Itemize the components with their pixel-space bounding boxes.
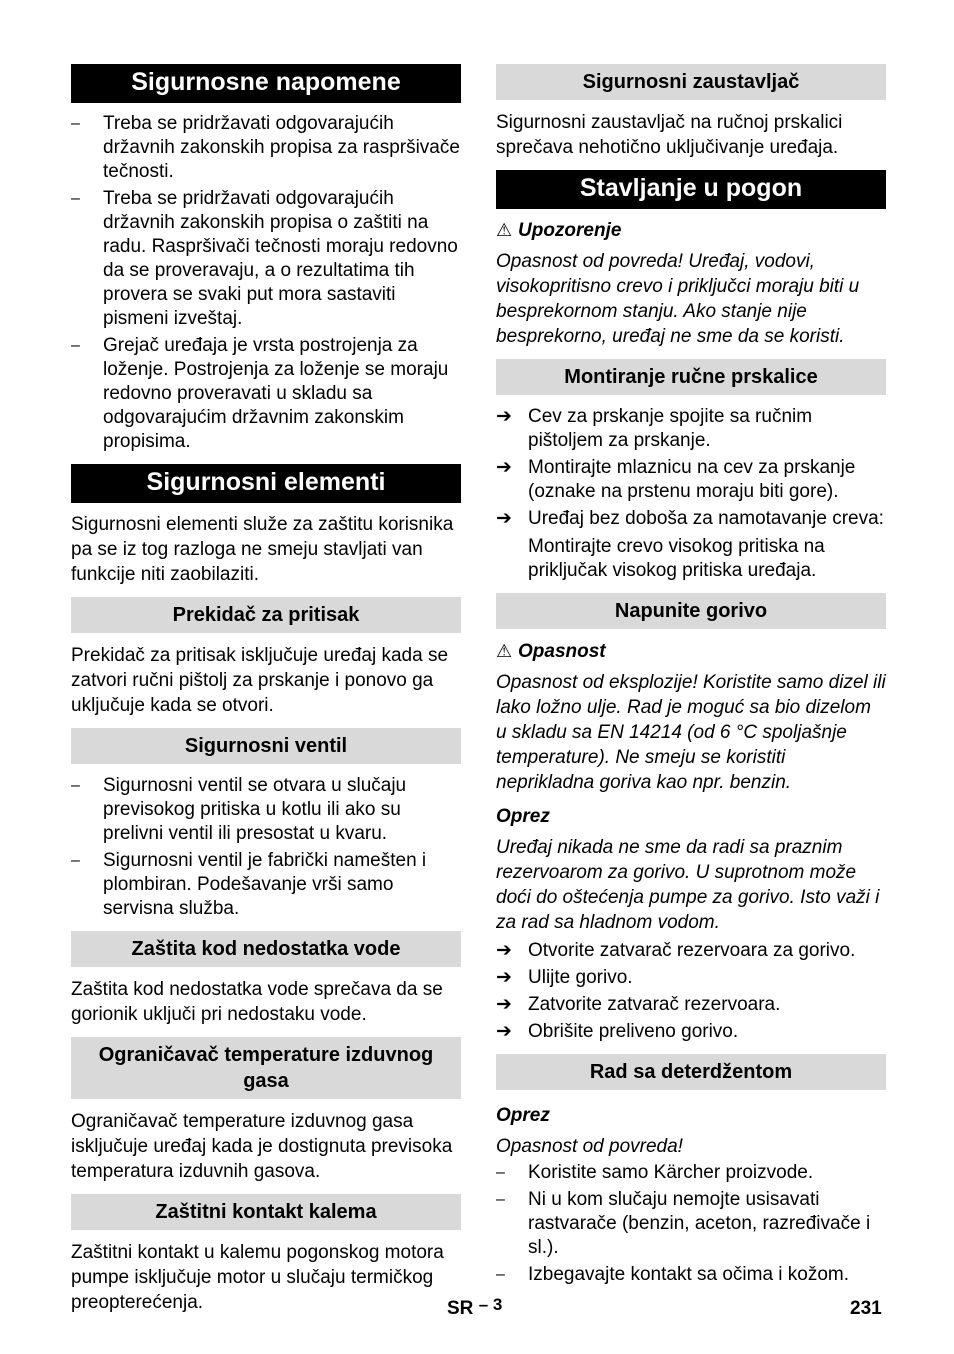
list-item: – Treba se pridržavati odgovarajućih državnih zakonskih propisa za raspršivače tečnosti. (71, 112, 461, 184)
list-item: – Koristite samo Kärcher proizvode. (496, 1161, 886, 1185)
list-item-continuation: Montirajte crevo visokog pritiska na priključak visokog pritiska uređaja. (528, 536, 825, 581)
footer-language (447, 1295, 503, 1320)
footer-section: – 3 (478, 1295, 503, 1314)
list-item: ➔ Cev za prskanje spojite sa ručnim pištoljem za prskanje. (496, 406, 813, 451)
paragraph: Sigurnosni zaustavljač na ručnoj prskalici sprečava nehotično uključivanje uređaja. (496, 112, 843, 158)
right-column (496, 64, 886, 1297)
subheading-gorivo: Napunite gorivo (496, 593, 886, 629)
arrow-right-icon: ➔ (496, 1021, 512, 1042)
paragraph: Prekidač za pritisak isključuje uređaj kada se zatvori ručni pištolj za prskanje i ponovo ga uključuje kada se otvori. (71, 645, 449, 716)
list-item: ➔ Montirajte mlaznicu na cev za prskanje (oznake na prstenu moraju biti gore). (496, 457, 856, 502)
montiranje-list (496, 405, 886, 583)
caution-text: Uređaj nikada ne sme da radi sa praznim rezervoarom za gorivo. U suprotnom može doći do oštećenja pumpe za gorivo. Isto važi i za rad sa hladnom vodom. (496, 837, 880, 933)
list-item: ➔ Uređaj bez doboša za namotavanje creva: Montirajte crevo visokog pritiska na priključak visokog pritiska uređaja. (496, 507, 886, 583)
warning-label: Upozorenje (518, 220, 622, 241)
footer-lang: SR (447, 1298, 474, 1319)
list-item: – Ni u kom slučaju nemojte usisavati rastvarače (benzin, aceton, razređivače i sl.). (496, 1188, 886, 1260)
sigurnosne-list (71, 112, 461, 454)
paragraph: Zaštitni kontakt u kalemu pogonskog motora pumpe isključuje motor u slučaju termičkog preopterećenja. (71, 1242, 444, 1313)
arrow-right-icon: ➔ (496, 508, 512, 529)
paragraph: Ograničavač temperature izduvnog gasa isključuje uređaj kada je dostignuta previsoka temperatura izduvnih gasova. (71, 1111, 453, 1182)
ventil-list (71, 774, 461, 921)
list-item: ➔ Obrišite preliveno gorivo. (496, 1021, 739, 1042)
heading-sigurnosni-elementi: Sigurnosni elementi (71, 464, 461, 503)
subheading-ventil: Sigurnosni ventil (71, 728, 461, 764)
subheading-zaustavljac: Sigurnosni zaustavljač (496, 64, 886, 100)
subheading-kontakt: Zaštitni kontakt kalema (71, 1194, 461, 1230)
subheading-prekidac: Prekidač za pritisak (71, 597, 461, 633)
paragraph: Sigurnosni elementi služe za zaštitu korisnika pa se iz tog razloga ne smeju stavljati van funkcije niti zaobilaziti. (71, 514, 454, 585)
list-item: – Izbegavajte kontakt sa očima i kožom. (496, 1263, 886, 1287)
subheading-montiranje: Montiranje ručne prskalice (496, 359, 886, 395)
danger-label: Opasnost (518, 641, 606, 662)
warning-triangle-icon: ⚠ (496, 220, 513, 240)
list-item: – Sigurnosni ventil se otvara u slučaju previsokog pritiska u kotlu ili ako su prelivni ventil ili presostat u kvaru. (71, 774, 461, 846)
page-number: 231 (850, 1298, 882, 1319)
caution-label: Oprez (496, 806, 550, 827)
arrow-right-icon: ➔ (496, 457, 512, 478)
list-item: ➔ Ulijte gorivo. (496, 967, 633, 988)
paragraph: Zaštita kod nedostatka vode sprečava da se gorionik uključi pri nedostaku vode. (71, 979, 443, 1025)
warning-triangle-icon: ⚠ (496, 641, 513, 661)
heading-sigurnosne-napomene: Sigurnosne napomene (71, 64, 461, 103)
arrow-right-icon: ➔ (496, 967, 512, 988)
deterdzent-list (496, 1161, 886, 1287)
arrow-right-icon: ➔ (496, 406, 512, 427)
list-item: – Sigurnosni ventil je fabrički namešten i plombiran. Podešavanje vrši samo servisna služba. (71, 849, 461, 921)
subheading-ogranicavac: Ograničavač temperature izduvnog gasa (71, 1037, 461, 1099)
subheading-deterdzent: Rad sa deterdžentom (496, 1054, 886, 1090)
subheading-voda: Zaštita kod nedostatka vode (71, 931, 461, 967)
heading-stavljanje-u-pogon: Stavljanje u pogon (496, 170, 886, 209)
list-item: ➔ Otvorite zatvarač rezervoara za gorivo. (496, 940, 856, 961)
gorivo-list (496, 939, 886, 1044)
arrow-right-icon: ➔ (496, 994, 512, 1015)
list-item: ➔ Zatvorite zatvarač rezervoara. (496, 994, 781, 1015)
danger-text: Opasnost od eksplozije! Koristite samo dizel ili lako ložno ulje. Rad je moguć sa bio dizelom u skladu sa EN 14214 (od 6 °C spoljašnje temperature). Ne smeju se koristiti neprikladna goriva kao npr. benzin. (496, 672, 886, 793)
warning-text: Opasnost od povreda! Uređaj, vodovi, visokopritisno crevo i priključci moraju biti u besprekornom stanju. Ako stanje nije besprekorno, uređaj ne sme da se koristi. (496, 251, 860, 347)
list-item: – Grejač uređaja je vrsta postrojenja za loženje. Postrojenja za loženje se moraju redovno proveravati u skladu sa odgovarajućim državnim zakonskim propisima. (71, 334, 461, 454)
list-item: – Treba se pridržavati odgovarajućih državnih zakonskih propisa o zaštiti na radu. Raspršivači tečnosti moraju redovno da se proveravaju, a o rezultatima tih provera se svaki put mora sastaviti pismeni izveštaj. (71, 187, 461, 331)
left-column (71, 64, 461, 1325)
caution2-text: Opasnost od povreda! (496, 1136, 683, 1157)
caution2-label: Oprez (496, 1105, 550, 1126)
danger-title (496, 639, 886, 664)
warning-title (496, 218, 886, 243)
arrow-right-icon: ➔ (496, 940, 512, 961)
